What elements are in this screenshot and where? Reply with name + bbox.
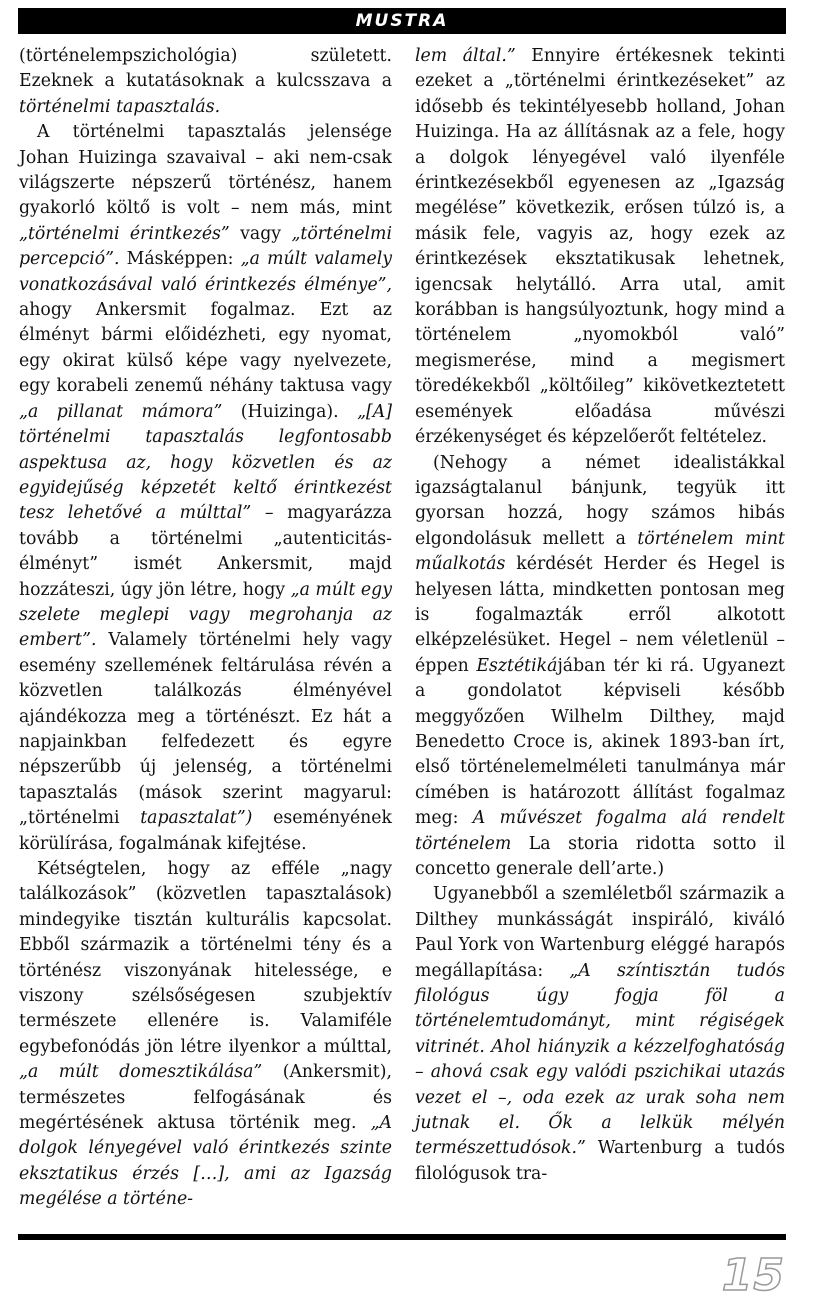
text-run: Ennyire értékesnek tekinti ezeket a „történelmi érintkezéseket” az idősebb és tekintélyesebb holland, Johan Huizinga. Ha az állításnak az a fele, hogy a dolgok lényegével való ilyenféle érintkezésekből egyenesen az „Igazság megélése” következik, erősen túlzó is, a másik fele, vagyis az, hogy ezek az érintkezések eksztatikusak lehetnek, igencsak helytálló. Arra utal, amit korábban is hangsúlyoztunk, hogy mind a történelem „nyomokból való” megismerése, mind a megismert töredékekből „költőileg” kikövetkeztetett események előadása művészi érzékenységet és képzelőerőt feltételez. <box>415 46 785 448</box>
italic-text: történelmi tapasztalás. <box>19 96 221 117</box>
page-number: 15 <box>721 1250 785 1301</box>
text-run: ahogy Ankersmit fogalmaz. Ezt az élményt bármi előidézheti, egy nyomat, egy okirat külső képe vagy nyelvezete, egy korabeli zenemű néhány taktusa vagy <box>19 300 392 397</box>
text-run: Kétségtelen, hogy az efféle „nagy találkozások” (közvetlen tapasztalások) mindegyike tisztán kulturális kapcsolat. Ebből származik a történelmi tény és a történész viszonyának hitelessége, e viszony szélsőségesen szubjektív természete ellenére is. Valamiféle egybefonódás jön létre ilyenkor a múlttal, <box>19 859 392 1057</box>
footer-rule <box>18 1234 786 1240</box>
italic-text: „történelmi percepció”. <box>19 223 392 270</box>
paragraph <box>415 882 785 1187</box>
italic-text: tapasztalat”) <box>140 808 253 829</box>
italic-text: „a múlt valamely vonatkozásával való érintkezés élménye”, <box>19 249 393 295</box>
italic-text: „a pillanat mámora” <box>19 401 223 422</box>
italic-text: lem által.” <box>415 46 516 66</box>
left-column <box>19 44 392 1213</box>
text-run: kérdését Herder és Hegel is helyesen látta, mindketten pontosan meg is fogalmazták erről alkotott elképzelésüket. Hegel – nem véletlenül – éppen <box>415 554 785 676</box>
text-run: (Ankersmit), természetes felfogásának és megértésének aktusa történik meg. <box>19 1062 392 1134</box>
page-header <box>18 8 786 34</box>
text-run: eseményének körülírása, fogalmának kifejtése. <box>19 808 392 854</box>
text-run: Wartenburg a tudós filológusok tra- <box>415 1138 785 1184</box>
italic-text: „a múlt egy szelete meglepi vagy megrohanja az embert”. <box>19 579 392 651</box>
text-run: La storia ridotta sotto il concetto generale dell’arte.) <box>415 833 785 879</box>
italic-text: A művészet fogalma alá rendelt történelem <box>415 808 785 854</box>
italic-text: „[A] történelmi tapasztalás legfontosabb aspektusa az, hogy közvetlen és az egyidejűség képzetét keltő érintkezést tesz lehetővé a múlttal” <box>19 401 392 524</box>
italic-text: „történelmi érintkezés” <box>19 223 230 244</box>
paragraph <box>19 857 392 1213</box>
italic-text: „a múlt domesztikálása” <box>19 1062 263 1083</box>
magazine-logo: NAPÚT <box>719 11 783 31</box>
paragraph <box>19 44 392 120</box>
italic-text: Esztétiká <box>476 655 558 676</box>
text-run: Másképpen: <box>119 249 241 270</box>
right-column <box>415 44 785 1187</box>
text-run: – magyarázza tovább a történelmi „autenticitás-élményt” ismét Ankersmit, majd hozzáteszi, úgy jön létre, hogy <box>19 503 392 600</box>
text-run: jában tér ki rá. Ugyanezt a gondolatot képviseli később meggyőzően Wilhelm Dilthey, majd Benedetto Croce is, akinek 1893-ban írt, első történelemelméleti tanulmánya már címében is határozott állítást fogalmaz meg: <box>415 655 786 829</box>
italic-text: történelem mint műalkotás <box>415 528 785 575</box>
text-run: (Nehogy a német idealistákkal igazságtalanul bánjunk, tegyük itt gyorsan hozzá, hogy számos hibás elgondolásuk mellett a <box>415 452 785 549</box>
text-run: Ugyanebből a szemléletből származik a Dilthey munkásságát inspiráló, kiváló Paul York von Wartenburg eléggé harapós megállapítása: <box>415 884 785 981</box>
text-run: (történelempszichológia) született. Ezeknek a kutatásoknak a kulcsszava a <box>19 46 392 92</box>
italic-text: „A színtisztán tudós filológus úgy fogja föl a történelemtudományt, mint régiségek vitrinét. Ahol hiányzik a kézzelfoghatóság – ahová csak egy valódi pszichikai utazás vezet el –, oda ezek az urak soha nem jutnak el. Ők a lelkük mélyén természettudósok.” <box>415 960 785 1159</box>
text-run: (Huizinga). <box>222 401 358 422</box>
text-run: vagy <box>229 223 292 244</box>
section-title: MUSTRA <box>355 11 449 31</box>
italic-text: „A dolgok lényegével való érintkezés szinte eksztatikus érzés […], ami az Igazság megélése a történe- <box>19 1113 392 1210</box>
paragraph <box>19 120 392 857</box>
text-run: Valamely történelmi hely vagy esemény szellemének feltárulása révén a közvetlen találkozás élményével ajándékozza meg a történészt. Ez hát a napjainkban felfedezett és egyre népszerűbb új jelenség, a történelmi tapasztalás (mások szerint magyarul: „történelmi <box>19 630 392 829</box>
paragraph <box>415 451 785 883</box>
paragraph <box>415 44 785 451</box>
text-run: A történelmi tapasztalás jelensége Johan Huizinga szavaival – aki nem-csak világszerte népszerű történész, hanem gyakorló költő is volt – nem más, mint <box>19 122 392 219</box>
